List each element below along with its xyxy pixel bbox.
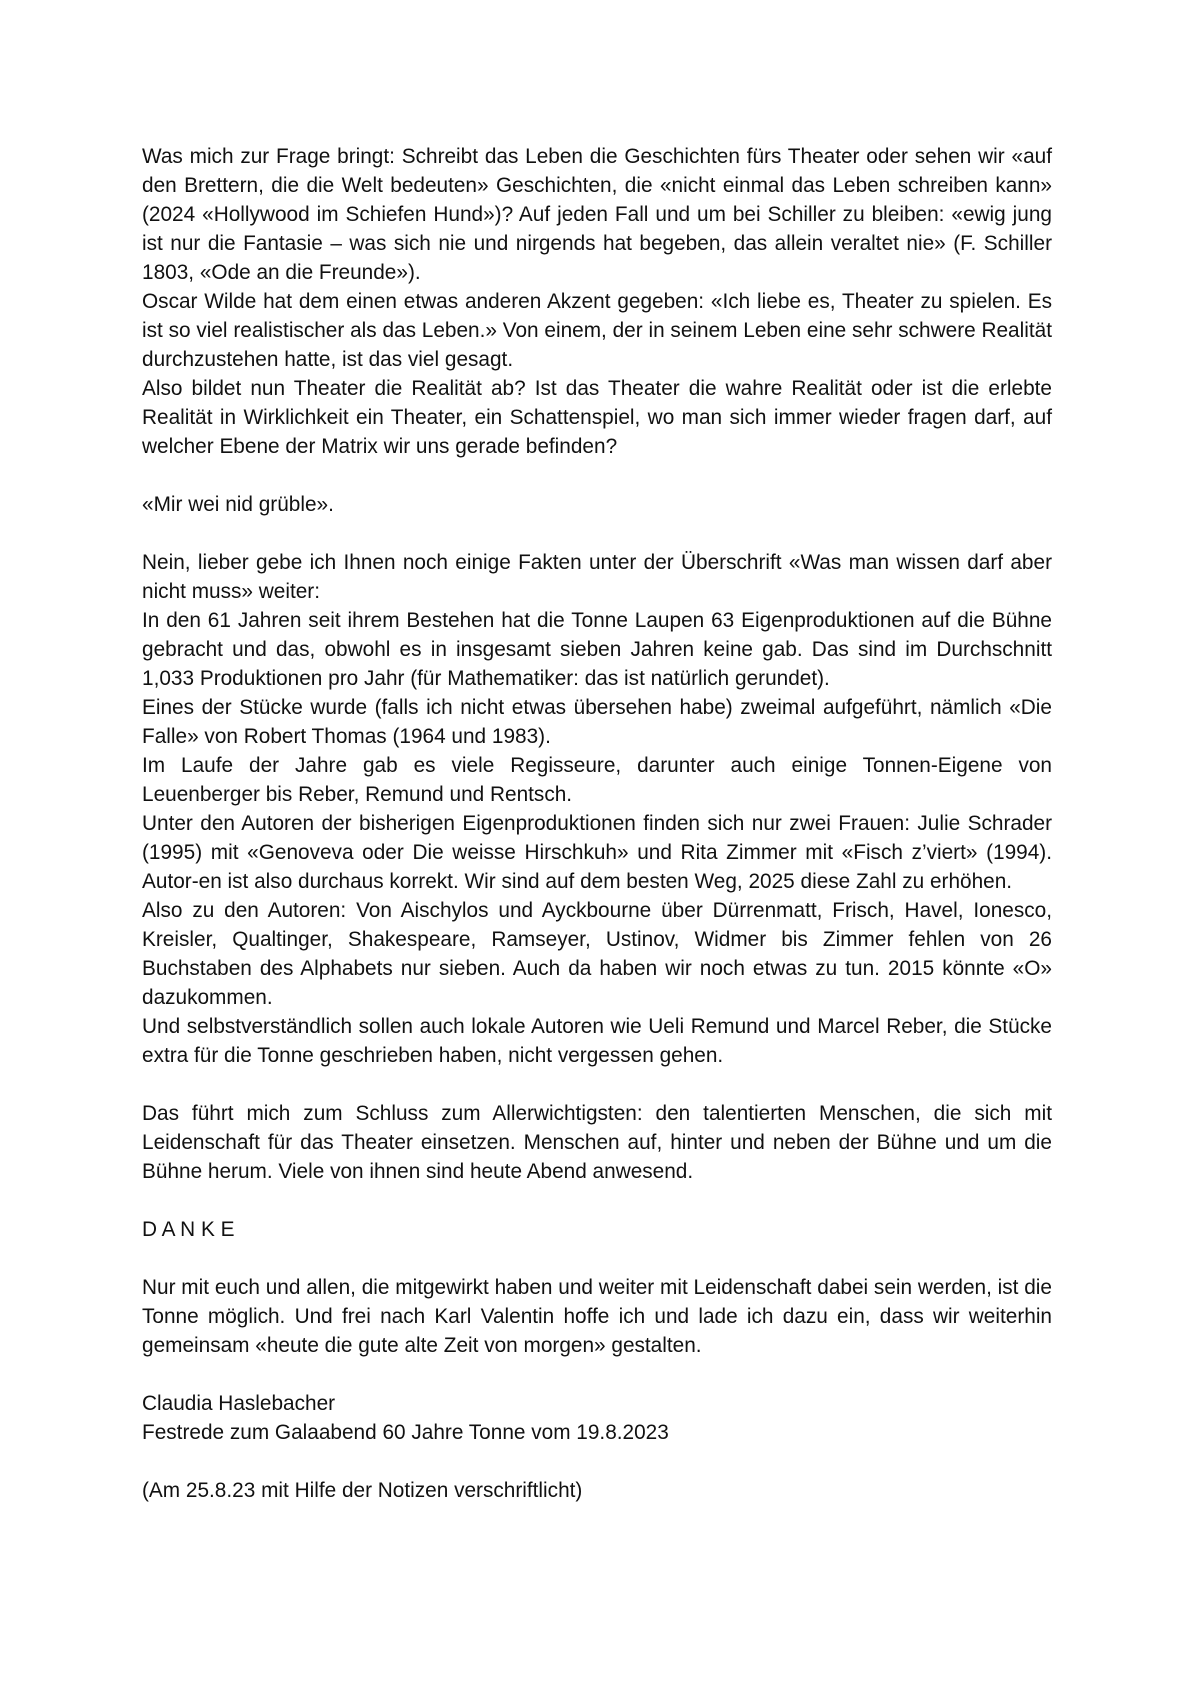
text-block: Im Laufe der Jahre gab es viele Regisseure, darunter auch einige Tonnen-Eigene von Leuenberger bis Reber, Remund und Rentsch. [142,754,1052,806]
text-block: Was mich zur Frage bringt: Schreibt das Leben die Geschichten fürs Theater oder sehen wir «auf den Brettern, die die Welt bedeuten» Geschichten, die «nicht einmal das Leben schreiben kann» (2024 «Hollywood im Schiefen Hund»)? Auf jeden Fall und um bei Schiller zu bleiben: «ewig jung ist nur die Fantasie – was sich nie und nirgends hat begeben, das allein veraltet nie» (F. Schiller 1803, «Ode an die Freunde»). [142,145,1052,284]
text-block: In den 61 Jahren seit ihrem Bestehen hat die Tonne Laupen 63 Eigenproduktionen auf die Bühne gebracht und das, obwohl es in insgesamt sieben Jahren keine gab. Das sind im Durchschnitt 1,033 Produktionen pro Jahr (für Mathematiker: das ist natürlich gerundet). [142,609,1052,690]
paragraph-facts [142,548,1052,1070]
text-block: Nur mit euch und allen, die mitgewirkt haben und weiter mit Leidenschaft dabei sein werden, ist die Tonne möglich. Und frei nach Karl Valentin hoffe ich und lade ich dazu ein, dass wir weiterhin gemeinsam «heute die gute alte Zeit von morgen» gestalten. [142,1276,1052,1357]
text-block: Oscar Wilde hat dem einen etwas anderen Akzent gegeben: «Ich liebe es, Theater zu spielen. Es ist so viel realistischer als das Leben.» Von einem, der in seinem Leben eine sehr schwere Realität durchzustehen hatte, ist das viel gesagt. [142,290,1052,371]
paragraph-spacer [142,1244,1052,1273]
paragraph-spacer [142,519,1052,548]
paragraph-schiller-wilde [142,142,1052,461]
text-block: Und selbstverständlich sollen auch lokale Autoren wie Ueli Remund und Marcel Reber, die Stücke extra für die Tonne geschrieben haben, nicht vergessen gehen. [142,1015,1052,1067]
document-page [142,142,1052,1505]
signature-block [142,1389,1052,1447]
paragraph-spacer [142,461,1052,490]
text-block: Unter den Autoren der bisherigen Eigenproduktionen finden sich nur zwei Frauen: Julie Schrader (1995) mit «Genoveva oder Die weisse Hirschkuh» und Rita Zimmer mit «Fisch z’viert» (1994). Autor-en ist also durchaus korrekt. Wir sind auf dem besten Weg, 2025 diese Zahl zu erhöhen. [142,812,1052,893]
text-block: Nein, lieber gebe ich Ihnen noch einige Fakten unter der Überschrift «Was man wissen darf aber nicht muss» weiter: [142,551,1052,603]
note-text: (Am 25.8.23 mit Hilfe der Notizen verschriftlicht) [142,1479,583,1502]
transcription-note [142,1476,1052,1505]
paragraph-spacer [142,1447,1052,1476]
speech-occasion: Festrede zum Galaabend 60 Jahre Tonne vom 19.8.2023 [142,1421,669,1444]
paragraph-danke [142,1215,1052,1244]
paragraph-closing [142,1273,1052,1360]
text-block: Also zu den Autoren: Von Aischylos und Ayckbourne über Dürrenmatt, Frisch, Havel, Ionesco, Kreisler, Qualtinger, Shakespeare, Ramseyer, Ustinov, Widmer bis Zimmer fehlen von 26 Buchstaben des Alphabets nur sieben. Auch da haben wir noch etwas zu tun. 2015 könnte «O» dazukommen. [142,899,1052,1009]
paragraph-spacer [142,1070,1052,1099]
text-block: Eines der Stücke wurde (falls ich nicht etwas übersehen habe) zweimal aufgeführt, nämlich «Die Falle» von Robert Thomas (1964 und 1983). [142,696,1052,748]
paragraph-spacer [142,1360,1052,1389]
text-block: «Mir wei nid grüble». [142,493,334,516]
text-block: Also bildet nun Theater die Realität ab? Ist das Theater die wahre Realität oder ist die erlebte Realität in Wirklichkeit ein Theater, ein Schattenspiel, wo man sich immer wieder fragen darf, auf welcher Ebene der Matrix wir uns gerade befinden? [142,377,1052,458]
danke-heading: D A N K E [142,1218,235,1241]
paragraph-quote [142,490,1052,519]
author-name: Claudia Haslebacher [142,1392,336,1415]
paragraph-spacer [142,1186,1052,1215]
text-block: Das führt mich zum Schluss zum Allerwichtigsten: den talentierten Menschen, die sich mit Leidenschaft für das Theater einsetzen. Menschen auf, hinter und neben der Bühne und um die Bühne herum. Viele von ihnen sind heute Abend anwesend. [142,1102,1052,1183]
paragraph-people [142,1099,1052,1186]
